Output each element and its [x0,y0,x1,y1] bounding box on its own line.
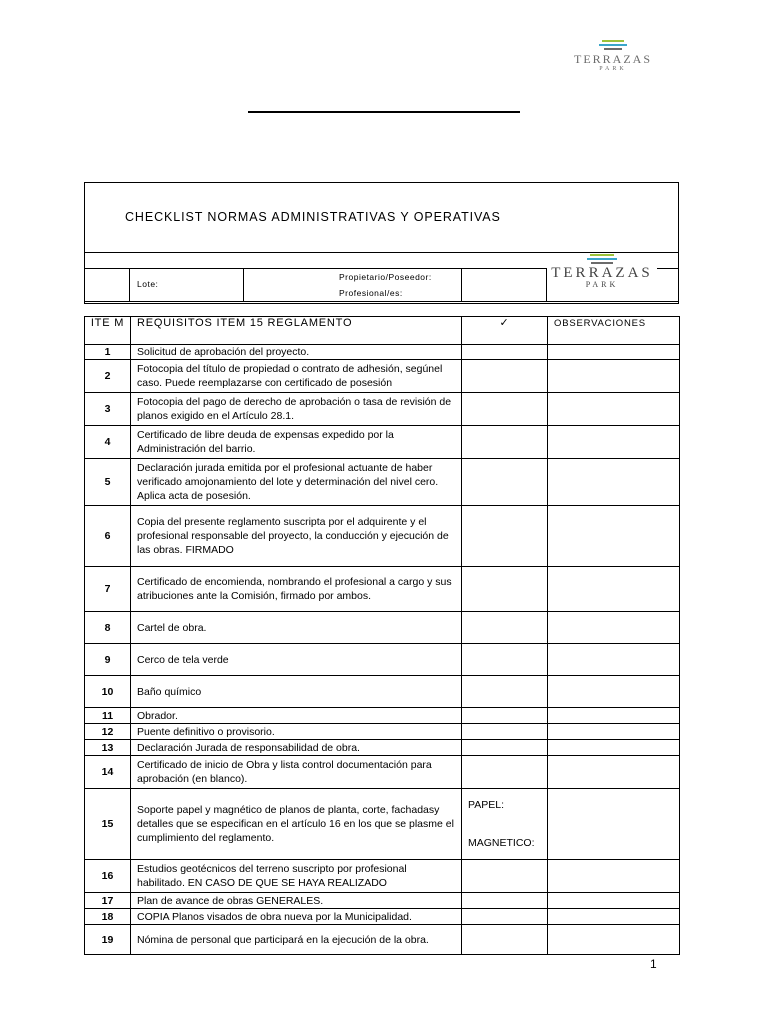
item-number: 4 [85,426,131,459]
item-text: Declaración Jurada de responsabilidad de obra. [131,740,462,756]
check-cell[interactable] [462,393,548,426]
item-number: 19 [85,925,131,955]
observaciones-cell[interactable] [548,506,680,567]
check-cell[interactable] [462,909,548,925]
table-row [85,925,680,955]
document-logo [547,254,657,289]
check-cell[interactable] [462,612,548,644]
table-row [85,506,680,567]
item-text: Puente definitivo o provisorio. [131,724,462,740]
item-text: Certificado de libre deuda de expensas expedido por la Administración del barrio. [131,426,462,459]
table-row [85,708,680,724]
checklist-title: CHECKLIST NORMAS ADMINISTRATIVAS Y OPERATIVAS [125,210,501,224]
item-text: Nómina de personal que participará en la ejecución de la obra. [131,925,462,955]
item-text: Cerco de tela verde [131,644,462,676]
check-cell[interactable] [462,426,548,459]
item-number: 9 [85,644,131,676]
item-number: 10 [85,676,131,708]
observaciones-cell[interactable] [548,789,680,860]
table-row [85,676,680,708]
propietario-value-cell [461,268,547,302]
item-number: 15 [85,789,131,860]
logo-bars-icon [568,40,658,50]
observaciones-cell[interactable] [548,893,680,909]
item-number: 8 [85,612,131,644]
terrazas-logo [568,40,658,72]
table-row [85,426,680,459]
item-text: COPIA Planos visados de obra nueva por la Municipalidad. [131,909,462,925]
observaciones-cell[interactable] [548,426,680,459]
observaciones-cell[interactable] [548,724,680,740]
observaciones-cell[interactable] [548,612,680,644]
item-number: 17 [85,893,131,909]
item-number: 6 [85,506,131,567]
check-cell[interactable] [462,789,548,860]
item-text: Obrador. [131,708,462,724]
table-row [85,459,680,506]
table-row [85,567,680,612]
observaciones-cell[interactable] [548,925,680,955]
page-number: 1 [650,957,657,971]
item-text: Fotocopia del título de propiedad o contrato de adhesión, segúnel caso. Puede reemplazarse con certificado de posesión [131,360,462,393]
check-cell[interactable] [462,676,548,708]
logo-word: TERRAZAS [573,52,652,66]
item-text: Certificado de inicio de Obra y lista control documentación para aprobación (en blanco). [131,756,462,789]
item-number: 7 [85,567,131,612]
lote-label: Lote: [137,279,159,289]
table-row [85,893,680,909]
observaciones-cell[interactable] [548,708,680,724]
check-cell[interactable] [462,893,548,909]
check-cell[interactable] [462,459,548,506]
item-number: 13 [85,740,131,756]
header-divider-1 [84,252,679,253]
document-logo-word: TERRAZAS [551,265,653,281]
check-cell[interactable] [462,708,548,724]
col-check-header: ✓ [462,317,548,345]
observaciones-cell[interactable] [548,909,680,925]
check-cell[interactable] [462,644,548,676]
observaciones-cell[interactable] [548,459,680,506]
table-row [85,345,680,360]
check-cell[interactable] [462,756,548,789]
observaciones-cell[interactable] [548,345,680,360]
check-cell[interactable] [462,506,548,567]
title-underline [248,111,520,113]
requirements-table [84,316,680,955]
item-number: 11 [85,708,131,724]
observaciones-cell[interactable] [548,567,680,612]
item-text: Plan de avance de obras GENERALES. [131,893,462,909]
table-row [85,789,680,860]
item-text: Soporte papel y magnético de planos de planta, corte, fachadasy detalles que se especifican en el artículo 16 en los que se plasme el cumplimiento del reglamento. [131,789,462,860]
logo-sub: PARK [599,66,627,72]
item-number: 18 [85,909,131,925]
item-number: 3 [85,393,131,426]
document-logo-bars-icon [547,254,657,264]
item-text: Fotocopia del pago de derecho de aprobación o tasa de revisión de planos exigido en el Artículo 28.1. [131,393,462,426]
col-observaciones-header: OBSERVACIONES [548,317,680,345]
item-number: 2 [85,360,131,393]
item-text: Certificado de encomienda, nombrando el profesional a cargo y sus atribuciones ante la Comisión, firmado por ambos. [131,567,462,612]
item-number: 14 [85,756,131,789]
check-cell[interactable] [462,860,548,893]
check-cell[interactable] [462,567,548,612]
table-row [85,909,680,925]
observaciones-cell[interactable] [548,740,680,756]
observaciones-cell[interactable] [548,860,680,893]
document-logo-sub: PARK [585,280,619,289]
observaciones-cell[interactable] [548,393,680,426]
observaciones-cell[interactable] [548,644,680,676]
item-text: Solicitud de aprobación del proyecto. [131,345,462,360]
table-row [85,724,680,740]
observaciones-cell[interactable] [548,676,680,708]
table-row [85,360,680,393]
item-number: 5 [85,459,131,506]
check-cell[interactable] [462,724,548,740]
observaciones-cell[interactable] [548,360,680,393]
item-text: Estudios geotécnicos del terreno suscripto por profesional habilitado. EN CASO DE QUE SE HAYA REALIZADO [131,860,462,893]
propietario-label: Propietario/Poseedor: [339,272,432,282]
table-row [85,860,680,893]
table-row [85,393,680,426]
profesional-label: Profesional/es: [339,288,403,298]
check-cell[interactable] [462,740,548,756]
check-cell[interactable] [462,925,548,955]
table-row [85,644,680,676]
observaciones-cell[interactable] [548,756,680,789]
item-number: 16 [85,860,131,893]
item-number: 12 [85,724,131,740]
table-row [85,740,680,756]
table-header-row [85,317,680,345]
papel-label: PAPEL: [468,799,504,811]
checklist-sheet [84,182,679,952]
magnetico-label: MAGNETICO: [468,837,535,849]
check-cell[interactable] [462,345,548,360]
check-cell[interactable] [462,360,548,393]
table-row [85,612,680,644]
item-text: Cartel de obra. [131,612,462,644]
item-text: Copia del presente reglamento suscripta por el adquirente y el profesional responsable del proyecto, la conducción y ejecución de las obras. FIRMADO [131,506,462,567]
item-number: 1 [85,345,131,360]
table-row [85,756,680,789]
col-requisitos-header: REQUISITOS ITEM 15 REGLAMENTO [131,317,462,345]
item-text: Declaración jurada emitida por el profesional actuante de haber verificado amojonamiento del lote y determinación del nivel cero. Aplica acta de posesión. [131,459,462,506]
item-text: Baño químico [131,676,462,708]
col-item-header: ITE M [85,317,131,345]
